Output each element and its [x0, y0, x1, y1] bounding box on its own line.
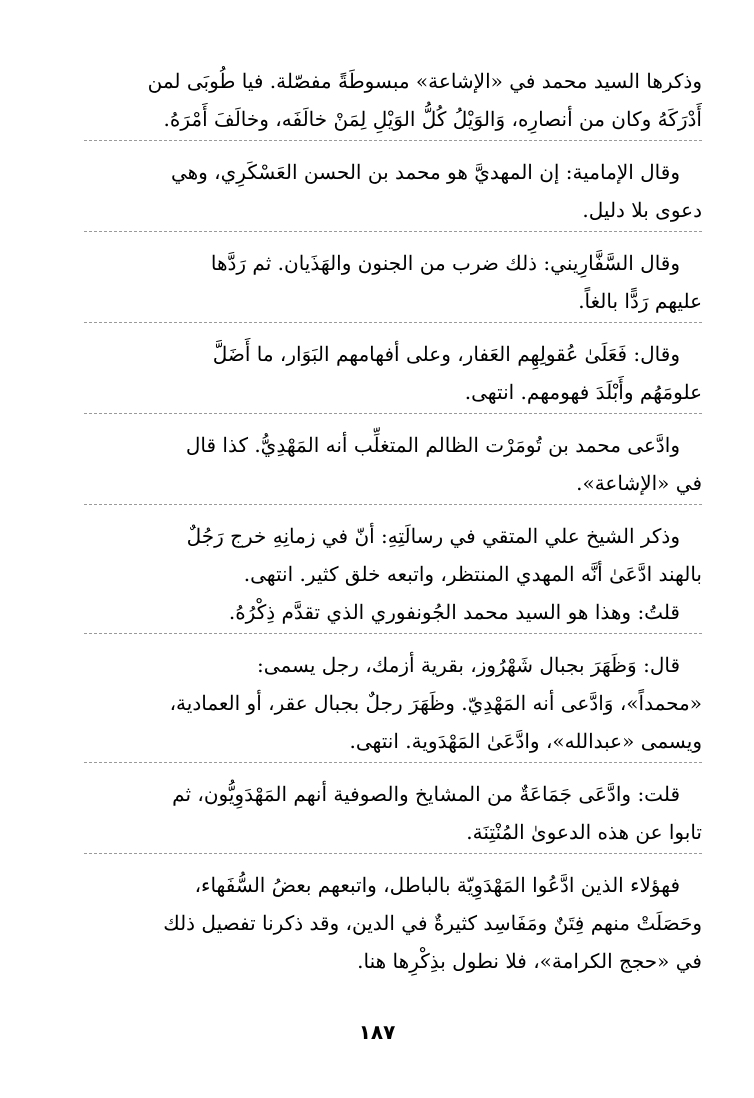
page-number: ١٨٧ [358, 1020, 396, 1044]
text-line: وقال: فَعَلَىٰ عُقولِهِم العَفار، وعلى أفهامهم البَوَار، ما أَضَلَّ [212, 342, 680, 366]
paragraph-2 [84, 153, 702, 232]
paragraph-9 [84, 866, 702, 982]
text-line: «محمداً»، وَادَّعى أنه المَهْدِيّ. وظَهَرَ رجلٌ بجبال عقر، أو العمادية، [169, 691, 702, 715]
text-line: دعوى بلا دليل. [582, 198, 702, 222]
text-line: أَدْرَكَهُ وكان من أنصارِه، وَالوَيْلُ كُلُّ الوَيْلِ لِمَنْ خالَفَه، وخالَفَ أَمْرَهُ. [163, 107, 702, 131]
text-line: وذكرها السيد محمد في «الإشاعة» مبسوطَةً مفصّلة. فيا طُوبَى لمن [147, 69, 702, 93]
text-line: قلت: وادَّعَى جَمَاعَةٌ من المشايخ والصوفية أنهم المَهْدَوِيُّون، ثم [172, 782, 680, 806]
paragraph-8 [84, 775, 702, 854]
paragraph-6 [84, 517, 702, 634]
text-line: وقال الإمامية: إن المهديَّ هو محمد بن الحسن العَسْكَرِي، وهي [170, 160, 680, 184]
text-line: بالهند ادَّعَىٰ أنَّه المهدي المنتظر، واتبعه خلق كثير. انتهى. [243, 562, 702, 586]
paragraph-7 [84, 646, 702, 763]
paragraph-4 [84, 335, 702, 414]
text-line: قال: وَظَهَرَ بجبال شَهْرُوز، بقرية أزمك، رجل يسمى: [257, 653, 680, 677]
text-line: في «حجج الكرامة»، فلا نطول بذِكْرِها هنا. [357, 949, 702, 973]
text-line: فهؤلاء الذين ادَّعُوا المَهْدَوِيّة بالباطل، واتبعهم بعضُ السُّفَهاء، [194, 873, 680, 897]
text-line: وادَّعى محمد بن تُومَرْت الظالم المتغلِّب أنه المَهْدِيُّ. كذا قال [185, 433, 680, 457]
text-line: علومَهُم وأَبْلَدَ فهومهم. انتهى. [464, 380, 702, 404]
text-line: وحَصَلَتْ منهم فِتَنٌ ومَفَاسِد كثيرةٌ في الدين، وقد ذكرنا تفصيل ذلك [163, 911, 702, 935]
paragraph-1 [84, 62, 702, 141]
text-line: عليهم رَدًّا بالغاً. [578, 289, 702, 313]
paragraph-3 [84, 244, 702, 323]
text-line: قلتُ: وهذا هو السيد محمد الجُونفوري الذي تقدَّم ذِكْرُهُ. [228, 600, 680, 624]
text-line: وقال السَّفَّارِيني: ذلك ضرب من الجنون والهَذَيان. ثم رَدَّها [210, 251, 680, 275]
text-line: وذكر الشيخ علي المتقي في رسالَتِهِ: أنّ في زمانِهِ خرج رَجُلٌ [186, 524, 680, 548]
paragraph-5 [84, 426, 702, 505]
page-body [84, 62, 702, 994]
text-line: ويسمى «عبدالله»، وادَّعَىٰ المَهْدَوية. انتهى. [349, 729, 702, 753]
text-line: تابوا عن هذه الدعوىٰ المُنْتِنَة. [466, 820, 702, 844]
text-line: في «الإشاعة». [576, 471, 702, 495]
